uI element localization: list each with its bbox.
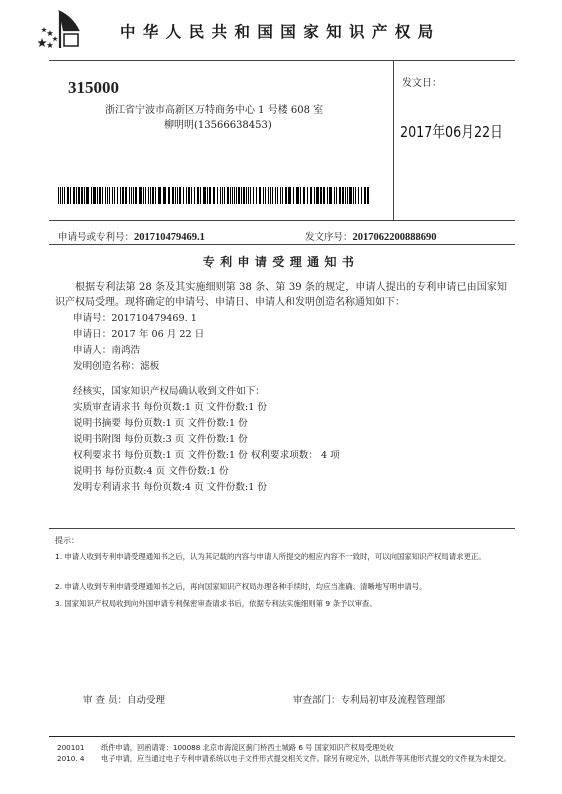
barcode-bar (224, 187, 225, 204)
barcode-bar (150, 187, 151, 204)
barcode-bar (73, 187, 75, 204)
barcode-bar (203, 187, 206, 204)
document-row: 实质审查请求书 每份页数:1 页 文件份数:1 份 (73, 402, 267, 413)
barcode-bar (81, 187, 83, 204)
header-column-divider (393, 60, 394, 220)
barcode-bar (148, 187, 149, 204)
examining-department: 审查部门：专利局初审及流程管理部 (293, 695, 446, 706)
tip-item: 1. 申请人收到专利申请受理通知书之后，认为其记载的内容与申请人所提交的相应内容不一致时，可以向国家知识产权局请求更正。 (55, 552, 486, 561)
barcode-bar (367, 187, 369, 204)
barcode-bar (353, 187, 354, 204)
barcode-bar (314, 187, 315, 204)
barcode-bar (268, 187, 269, 204)
barcode-bar (307, 187, 308, 204)
barcode-bar (86, 187, 89, 204)
field-applicant: 申请人：南鸿浩 (73, 345, 141, 356)
barcode-bar (282, 187, 283, 204)
form-version: 2010. 4 (57, 754, 85, 763)
application-number-label: 申请号或专利号： (58, 232, 135, 243)
barcode-bar (230, 187, 231, 204)
barcode-bar (102, 187, 103, 204)
dispatch-date-label: 发文日： (402, 78, 442, 89)
barcode-bar (285, 187, 287, 204)
barcode-bar (97, 187, 98, 204)
document-row: 说明书附图 每份页数:3 页 文件份数:1 份 (73, 434, 248, 445)
barcode-bar (183, 187, 184, 204)
barcode-bar (64, 187, 65, 204)
field-invention-name: 发明创造名称：滤板 (73, 361, 160, 372)
barcode-bar (265, 187, 266, 204)
barcode-bar (364, 187, 366, 204)
barcode-bar (248, 187, 249, 204)
barcode-bar (253, 187, 254, 204)
barcode-bar (58, 187, 59, 204)
tip-item: 2. 申请人收到专利申请受理通知书之后，再向国家知识产权局办理各种手续时，均应当准确、清晰地写明申请号。 (55, 582, 427, 591)
barcode-bar (280, 187, 281, 204)
barcode-bar (143, 187, 144, 204)
barcode-bar (323, 187, 325, 204)
examiner: 审 查 员：自动受理 (83, 695, 166, 706)
barcode-bar (186, 187, 187, 204)
barcode-bar (70, 187, 71, 204)
barcode-bar (272, 187, 273, 204)
barcode-bar (120, 187, 121, 204)
notice-title: 专利申请受理通知书 (202, 255, 360, 269)
application-number-row (58, 229, 205, 243)
document-row: 权利要求书 每份页数:1 页 文件份数:1 份 权利要求项数： 4 项 (73, 450, 340, 461)
barcode-bar (349, 187, 352, 204)
barcode-bar (277, 187, 278, 204)
footer-mailing-note: 纸件申请，回函请寄：100088 北京市海淀区蓟门桥西土城路 6 号 国家知识产权局受理处收 (101, 743, 394, 752)
barcode-bar (339, 187, 341, 204)
barcode-bar (105, 187, 106, 204)
sipo-logo-icon (38, 8, 82, 50)
barcode-bar (250, 187, 251, 204)
barcode-bar (133, 187, 134, 204)
barcode-bar (209, 187, 211, 204)
barcode-bar (243, 187, 245, 204)
footer-electronic-note: 电子申请，应当通过电子专利申请系统以电子文件形式提交相关文件。除另有规定外，以纸件等其他形式提交的文件视为未提交。 (101, 754, 511, 763)
ids-bottom-divider (49, 244, 515, 245)
barcode-bar (300, 187, 301, 204)
barcode-bar (76, 187, 77, 204)
barcode (58, 187, 373, 204)
dispatch-date-stamp: 2017年06月22日 (400, 123, 503, 141)
barcode-bar (117, 187, 118, 204)
barcode-bar (246, 187, 247, 204)
barcode-bar (125, 187, 127, 204)
barcode-bar (232, 187, 233, 204)
field-application-number: 申请号：201710479469. 1 (73, 313, 197, 324)
serial-number: 2017062200888690 (352, 232, 437, 243)
barcode-bar (175, 187, 176, 204)
barcode-bar (139, 187, 142, 204)
barcode-bar (256, 187, 257, 204)
serial-number-row (305, 229, 437, 243)
ids-divider (49, 220, 515, 221)
document-row: 发明专利请求书 每份页数:4 页 文件份数:1 份 (73, 482, 267, 493)
barcode-bar (288, 187, 291, 204)
barcode-bar (358, 187, 359, 204)
tip-item: 3. 国家知识产权局收到向外国申请专利保密审查请求书后，依据专利法实施细则第 9 条予以审查。 (55, 599, 377, 608)
document-row: 说明书 每份页数:4 页 文件份数:1 份 (73, 466, 229, 477)
field-filing-date: 申请日：2017 年 06 月 22 日 (73, 329, 205, 340)
barcode-bar (275, 187, 276, 204)
barcode-bar (336, 187, 337, 204)
barcode-bar (263, 187, 264, 204)
barcode-bar (217, 187, 218, 204)
barcode-bar (135, 187, 137, 204)
office-name: 中华人民共和国国家知识产权局 (120, 23, 441, 41)
barcode-bar (241, 187, 242, 204)
barcode-bar (188, 187, 190, 204)
barcode-bar (179, 187, 181, 204)
barcode-bar (158, 187, 161, 204)
barcode-bar (99, 187, 101, 204)
barcode-bar (93, 187, 96, 204)
tips-label: 提示： (55, 536, 79, 545)
barcode-bar (234, 187, 235, 204)
barcode-bar (60, 187, 61, 204)
application-number: 201710479469.1 (134, 232, 205, 243)
recipient-contact: 柳明明(13566638453) (164, 120, 272, 131)
barcode-bar (236, 187, 237, 204)
barcode-bar (107, 187, 108, 204)
barcode-bar (310, 187, 312, 204)
form-code: 200101 (57, 743, 85, 752)
barcode-bar (222, 187, 223, 204)
barcode-bar (78, 187, 80, 204)
barcode-bar (207, 187, 208, 204)
header-divider (49, 60, 515, 61)
barcode-bar (342, 187, 344, 204)
barcode-bar (168, 187, 170, 204)
barcode-bar (122, 187, 124, 204)
barcode-bar (145, 187, 146, 204)
barcode-bar (213, 187, 215, 204)
barcode-bar (345, 187, 346, 204)
barcode-bar (177, 187, 178, 204)
barcode-bar (131, 187, 132, 204)
received-intro: 经核实，国家知识产权局确认收到文件如下： (73, 386, 265, 397)
barcode-bar (191, 187, 192, 204)
barcode-bar (172, 187, 174, 204)
barcode-bar (197, 187, 199, 204)
barcode-bar (303, 187, 305, 204)
barcode-bar (194, 187, 195, 204)
barcode-bar (320, 187, 322, 204)
barcode-bar (163, 187, 166, 204)
barcode-bar (270, 187, 271, 204)
barcode-bar (329, 187, 332, 204)
barcode-bar (316, 187, 319, 204)
serial-number-label: 发文序号： (305, 232, 353, 243)
notice-intro: 根据专利法第 28 条及其实施细则第 38 条、第 39 条的规定，申请人提出的专利申请已由国家知识产权局受理。现将确定的申请号、申请日、申请人和发明创造名称通知如下： (55, 282, 507, 308)
barcode-bar (109, 187, 110, 204)
recipient-address: 浙江省宁波市高新区万特商务中心 1 号楼 608 室 (105, 105, 324, 116)
barcode-bar (293, 187, 294, 204)
footer-divider (49, 736, 515, 737)
barcode-bar (220, 187, 221, 204)
barcode-bar (361, 187, 362, 204)
barcode-bar (238, 187, 240, 204)
barcode-bar (91, 187, 92, 204)
tips-divider (49, 528, 515, 529)
document-row: 说明书摘要 每份页数:1 页 文件份数:1 份 (73, 418, 248, 429)
barcode-bar (259, 187, 261, 204)
barcode-bar (347, 187, 348, 204)
barcode-bar (200, 187, 201, 204)
barcode-bar (227, 187, 229, 204)
barcode-bar (355, 187, 356, 204)
barcode-bar (327, 187, 328, 204)
barcode-bar (155, 187, 156, 204)
postcode: 315000 (68, 78, 119, 97)
barcode-bar (129, 187, 130, 204)
barcode-bar (334, 187, 335, 204)
barcode-bar (84, 187, 85, 204)
barcode-bar (152, 187, 154, 204)
barcode-bar (112, 187, 113, 204)
barcode-bar (62, 187, 63, 204)
barcode-bar (114, 187, 115, 204)
barcode-bar (67, 187, 69, 204)
barcode-bar (296, 187, 299, 204)
